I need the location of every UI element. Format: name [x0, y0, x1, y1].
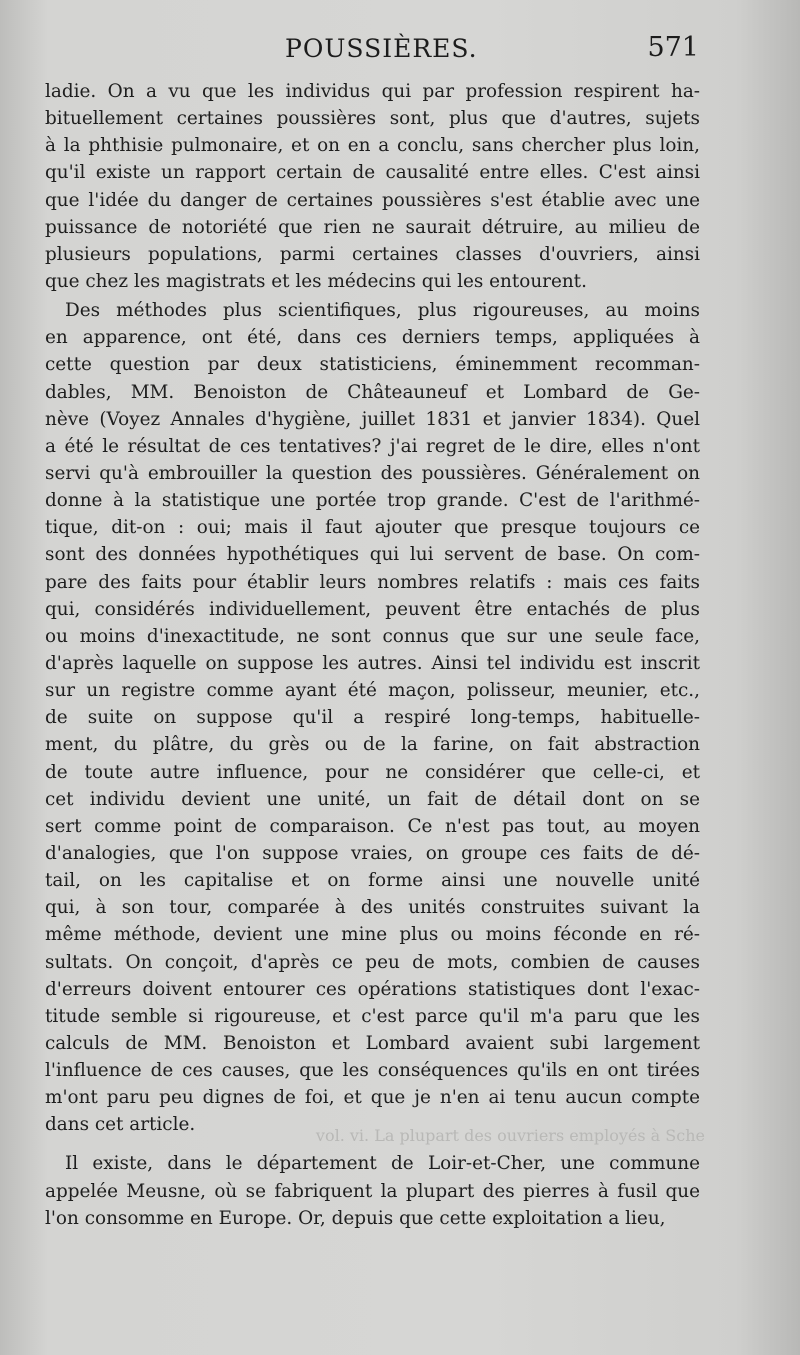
text-line: tique, dit-on : oui; mais il faut ajouter que presque toujours ce — [45, 517, 700, 539]
text-line: sultats. On conçoit, d'après ce peu de mots, combien de causes — [45, 951, 700, 973]
text-line: sur un registre comme ayant été maçon, polisseur, meunier, etc., — [45, 680, 700, 702]
text-line: en apparence, ont été, dans ces derniers temps, appliquées à — [45, 327, 700, 349]
text-line: d'après laquelle on suppose les autres. Ainsi tel individu est inscrit — [45, 652, 700, 674]
text-line: ladie. On a vu que les individus qui par profession respirent ha- — [45, 81, 700, 102]
paragraph — [45, 1150, 700, 1231]
text-line: que l'idée du danger de certaines poussières s'est établie avec une — [45, 189, 700, 211]
page-number: 571 — [647, 32, 699, 63]
text-line: l'influence de ces causes, que les conséquences qu'ils en ont tirées — [45, 1060, 700, 1082]
text-line: même méthode, devient une mine plus ou moins féconde en ré- — [45, 924, 700, 946]
text-line: cette question par deux statisticiens, éminemment recomman- — [45, 354, 700, 376]
paragraph — [45, 78, 700, 295]
text-line: qui, considérés individuellement, peuvent être entachés de plus — [45, 598, 700, 620]
text-line: sert comme point de comparaison. Ce n'est pas tout, au moyen — [45, 815, 700, 837]
text-line: ou moins d'inexactitude, ne sont connus que sur une seule face, — [45, 625, 700, 647]
body-text — [45, 78, 700, 1232]
text-line: plusieurs populations, parmi certaines classes d'ouvriers, ainsi — [45, 243, 700, 265]
text-line: m'ont paru peu dignes de foi, et que je n'en ai tenu aucun compte — [45, 1087, 700, 1109]
text-line: puissance de notoriété que rien ne saurait détruire, au milieu de — [45, 216, 700, 238]
text-line: de suite on suppose qu'il a respiré long-temps, habituelle- — [45, 707, 700, 729]
text-line: à la phthisie pulmonaire, et on en a conclu, sans chercher plus loin, — [45, 135, 700, 157]
text-line: d'analogies, que l'on suppose vraies, on groupe ces faits de dé- — [45, 842, 700, 864]
text-line: pare des faits pour établir leurs nombres relatifs : mais ces faits — [45, 571, 700, 593]
running-title: POUSSIÈRES. — [285, 34, 478, 63]
text-line: Des méthodes plus scientifiques, plus rigoureuses, au moins — [65, 300, 700, 322]
text-line: dables, MM. Benoiston de Châteauneuf et Lombard de Ge- — [45, 381, 700, 403]
text-line: nève (Voyez Annales d'hygiène, juillet 1831 et janvier 1834). Quel — [45, 408, 700, 430]
text-line: l'on consomme en Europe. Or, depuis que cette exploitation a lieu, — [45, 1207, 666, 1229]
bleed-through-text: vol. vi. La plupart des ouvriers employés à Sche — [315, 1126, 705, 1145]
paragraph — [45, 297, 700, 1138]
text-line: cet individu devient une unité, un fait de détail dont on se — [45, 788, 700, 810]
text-line: tail, on les capitalise et on forme ainsi une nouvelle unité — [45, 870, 700, 892]
text-line: d'erreurs doivent entourer ces opérations statistiques dont l'exac- — [45, 978, 700, 1000]
text-line: calculs de MM. Benoiston et Lombard avaient subi largement — [45, 1032, 700, 1054]
text-line: donne à la statistique une portée trop grande. C'est de l'arithmé- — [45, 490, 700, 512]
text-line: dans cet article. — [45, 1114, 196, 1136]
text-line: de toute autre influence, pour ne considérer que celle-ci, et — [45, 761, 700, 783]
text-line: Il existe, dans le département de Loir-et-Cher, une commune — [65, 1153, 700, 1175]
text-line: appelée Meusne, où se fabriquent la plupart des pierres à fusil que — [45, 1180, 700, 1202]
text-line: qu'il existe un rapport certain de causalité entre elles. C'est ainsi — [45, 162, 700, 184]
text-line: sont des données hypothétiques qui lui servent de base. On com- — [45, 544, 700, 566]
text-line: bituellement certaines poussières sont, plus que d'autres, sujets — [45, 108, 700, 130]
text-line: servi qu'à embrouiller la question des poussières. Généralement on — [45, 462, 700, 484]
text-line: ment, du plâtre, du grès ou de la farine, on fait abstraction — [45, 734, 700, 756]
page-header — [45, 30, 705, 70]
text-line: qui, à son tour, comparée à des unités construites suivant la — [45, 897, 700, 919]
text-line: que chez les magistrats et les médecins qui les entourent. — [45, 270, 587, 292]
text-line: a été le résultat de ces tentatives? j'ai regret de le dire, elles n'ont — [45, 435, 700, 457]
text-line: titude semble si rigoureuse, et c'est parce qu'il m'a paru que les — [45, 1005, 700, 1027]
